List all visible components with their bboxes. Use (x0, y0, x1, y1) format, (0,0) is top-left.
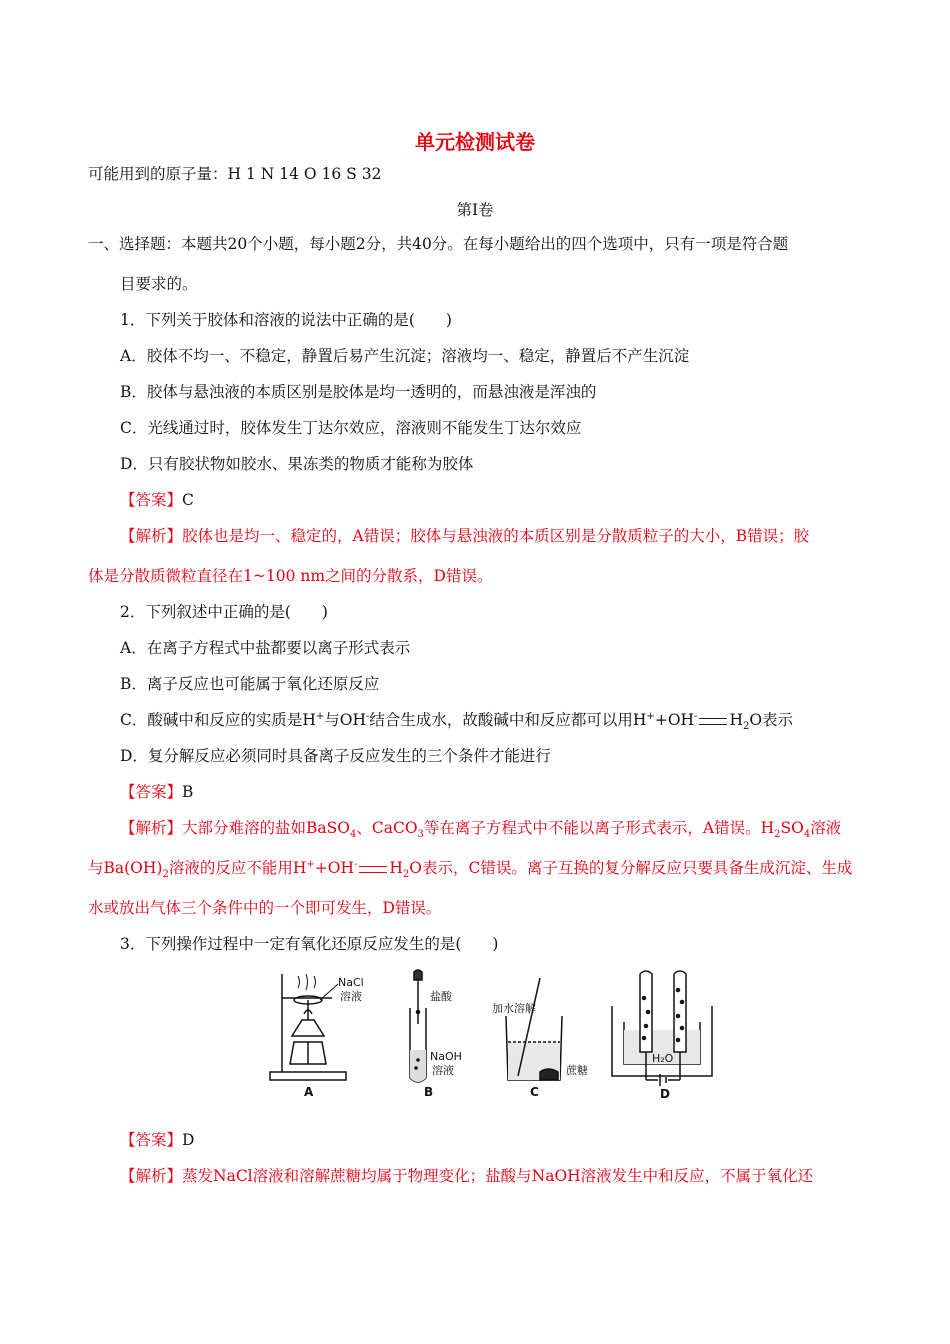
q2-answer (120, 782, 193, 802)
figure-caption-a: A (304, 1085, 314, 1099)
section-instruction-line2: 目要求的。 (120, 275, 198, 293)
figure-c-beaker (506, 978, 562, 1080)
equals-sign (359, 866, 387, 873)
figure-c-label2: 蔗糖 (566, 1064, 588, 1077)
atomic-masses: 可能用到的原子量：H 1 N 14 O 16 S 32 (88, 165, 382, 183)
q2-answer-value: B (182, 783, 194, 801)
q1-option-d: D．只有胶状物如胶水、果冻类的物质才能称为胶体 (120, 455, 474, 473)
q1-option-a: A．胶体不均一、不稳定，静置后易产生沉淀；溶液均一、稳定，静置后不产生沉淀 (120, 347, 690, 365)
volume-heading: 第Ⅰ卷 (456, 201, 494, 219)
answer-label: 【答案】 (120, 1131, 183, 1149)
analysis-label: 【解析】 (120, 819, 183, 837)
answer-label: 【答案】 (120, 491, 183, 509)
figure-caption-b: B (424, 1085, 434, 1099)
q3-answer (120, 1130, 194, 1150)
page-title: 单元检测试卷 (415, 130, 535, 154)
figure-a-label2: 溶液 (340, 990, 362, 1003)
figure-b-label3: 溶液 (432, 1064, 454, 1077)
q3-analysis-line1 (120, 1166, 813, 1186)
figure-b-label: 盐酸 (430, 990, 452, 1003)
figure-a-evaporation (270, 974, 346, 1080)
section-instruction-line1: 一、选择题：本题共20个小题，每小题2分，共40分。在每小题给出的四个选项中，只有一项是符合题 (88, 235, 789, 253)
q1-answer (120, 490, 194, 510)
figure-a-label: NaCl (338, 976, 364, 989)
equals-sign (699, 718, 727, 725)
q3-analysis-text: 蒸发NaCl溶液和溶解蔗糖均属于物理变化；盐酸与NaOH溶液发生中和反应，不属于氧化还 (182, 1167, 814, 1185)
q1-stem: 1．下列关于胶体和溶液的说法中正确的是( ) (120, 311, 452, 329)
figure-c-label: 加水溶解 (492, 1002, 536, 1015)
q2-analysis-line3: 水或放出气体三个条件中的一个即可发生，D错误。 (88, 899, 442, 917)
q2-stem: 2．下列叙述中正确的是( ) (120, 603, 328, 621)
q1-option-c: C．光线通过时，胶体发生丁达尔效应，溶液则不能发生丁达尔效应 (120, 419, 582, 437)
analysis-label: 【解析】 (120, 527, 183, 545)
answer-label: 【答案】 (120, 783, 183, 801)
q1-answer-value: C (182, 491, 194, 509)
q2-option-a: A．在离子方程式中盐都要以离子形式表示 (120, 639, 411, 657)
q1-option-b: B．胶体与悬浊液的本质区别是胶体是均一透明的，而悬浊液是浑浊的 (120, 383, 597, 401)
q2-analysis-line2: 与$Ba(OH)_2$溶液的反应不能用H++OH- $H_2O$表示，C错误。离子互换的复分解反应只要具备生成沉淀、生成 (88, 858, 853, 881)
q2-option-d: D．复分解反应必须同时具备离子反应发生的三个条件才能进行 (120, 747, 551, 765)
q2-option-c: C．酸碱中和反应的实质是H+与OH-结合生成水，故酸碱中和反应都可以用H++OH- $H_2O$表示 (120, 710, 794, 733)
q2-option-b: B．离子反应也可能属于氧化还原反应 (120, 675, 380, 693)
analysis-label: 【解析】 (120, 1167, 183, 1185)
figure-caption-d: D (660, 1087, 670, 1101)
q3-stem: 3．下列操作过程中一定有氧化还原反应发生的是( ) (120, 935, 499, 953)
figure-d-label: H₂O (652, 1052, 674, 1065)
q2-analysis-line1: 【解析】大部分难溶的盐如BaSO$_4$、CaCO$_3$等在离子方程式中不能以离子形式表示，A错误。$H_2SO_4$溶液 (120, 819, 842, 841)
figure-b-test-tube (410, 970, 426, 1082)
figure-d-electrolysis (612, 971, 712, 1086)
q1-analysis-line1 (120, 526, 809, 546)
q1-analysis-line2: 体是分散质微粒直径在1~100 nm之间的分散系，D错误。 (88, 567, 493, 585)
figure-caption-c: C (530, 1085, 539, 1099)
q3-figure (268, 968, 714, 1104)
figure-b-label2: NaOH (430, 1050, 462, 1063)
q3-answer-value: D (182, 1131, 195, 1149)
q1-analysis-text1: 胶体也是均一、稳定的，A错误；胶体与悬浊液的本质区别是分散质粒子的大小，B错误；胶 (182, 527, 810, 545)
